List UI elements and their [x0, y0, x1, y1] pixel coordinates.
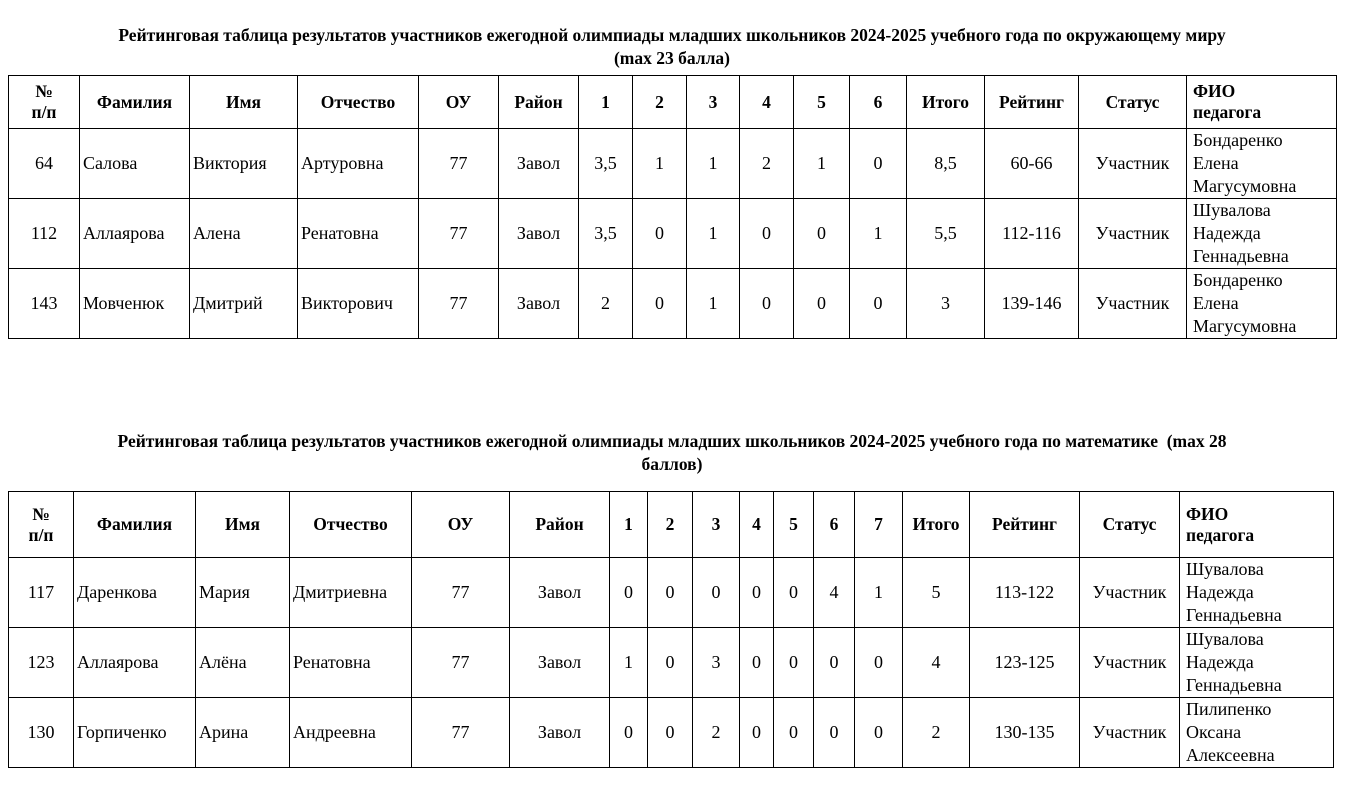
cell-score: 3 [693, 628, 740, 698]
header-rating: Рейтинг [970, 492, 1080, 558]
cell-score: 0 [814, 628, 855, 698]
cell-score: 0 [740, 558, 774, 628]
table-row [9, 199, 1337, 269]
table1-title-line2: (max 23 балла) [613, 48, 731, 68]
cell-score: 0 [794, 269, 850, 339]
header-status: Статус [1079, 76, 1187, 129]
cell-district: Завол [499, 129, 579, 199]
header-num: № п/п [9, 492, 74, 558]
cell-score: 1 [687, 269, 740, 339]
cell-name: Алёна [196, 628, 290, 698]
cell-name: Алена [190, 199, 298, 269]
cell-score: 0 [850, 129, 907, 199]
cell-total: 5,5 [907, 199, 985, 269]
table1-title-line1: Рейтинговая таблица результатов участников ежегодной олимпиады младших школьников 2024-2025 учебного года по окружающему миру [118, 25, 1226, 45]
cell-score: 1 [633, 129, 687, 199]
cell-score: 0 [648, 558, 693, 628]
header-task-1: 1 [610, 492, 648, 558]
cell-num: 123 [9, 628, 74, 698]
cell-status: Участник [1079, 129, 1187, 199]
cell-score: 2 [740, 129, 794, 199]
rating-table-math [8, 491, 1334, 768]
header-surname: Фамилия [80, 76, 190, 129]
cell-num: 64 [9, 129, 80, 199]
cell-score: 0 [648, 698, 693, 768]
header-school: ОУ [412, 492, 510, 558]
cell-surname: Салова [80, 129, 190, 199]
rating-table-environment [8, 75, 1337, 339]
cell-surname: Аллаярова [80, 199, 190, 269]
cell-rating: 113-122 [970, 558, 1080, 628]
cell-score: 0 [648, 628, 693, 698]
header-task-5: 5 [774, 492, 814, 558]
cell-rating: 139-146 [985, 269, 1079, 339]
header-num: № п/п [9, 76, 80, 129]
table-row [9, 698, 1334, 768]
cell-rating: 130-135 [970, 698, 1080, 768]
table2-title [8, 430, 1336, 476]
cell-total: 3 [907, 269, 985, 339]
cell-patronymic: Дмитриевна [290, 558, 412, 628]
cell-num: 112 [9, 199, 80, 269]
table1-title [8, 24, 1336, 70]
cell-score: 4 [814, 558, 855, 628]
header-task-4: 4 [740, 76, 794, 129]
cell-rating: 112-116 [985, 199, 1079, 269]
cell-score: 0 [794, 199, 850, 269]
header-total: Итого [903, 492, 970, 558]
cell-status: Участник [1080, 558, 1180, 628]
cell-status: Участник [1080, 698, 1180, 768]
cell-score: 0 [740, 199, 794, 269]
cell-score: 0 [814, 698, 855, 768]
cell-score: 2 [693, 698, 740, 768]
cell-score: 0 [774, 558, 814, 628]
cell-score: 0 [633, 269, 687, 339]
table-row [9, 628, 1334, 698]
cell-school: 77 [419, 129, 499, 199]
header-name: Имя [196, 492, 290, 558]
cell-school: 77 [412, 628, 510, 698]
cell-patronymic: Ренатовна [298, 199, 419, 269]
cell-status: Участник [1080, 628, 1180, 698]
table1-header-row [9, 76, 1337, 129]
cell-teacher: Шувалова Надежда Геннадьевна [1187, 199, 1337, 269]
cell-district: Завол [510, 698, 610, 768]
cell-name: Мария [196, 558, 290, 628]
cell-num: 117 [9, 558, 74, 628]
cell-teacher: Шувалова Надежда Геннадьевна [1180, 628, 1334, 698]
cell-patronymic: Викторович [298, 269, 419, 339]
cell-num: 143 [9, 269, 80, 339]
cell-score: 1 [687, 129, 740, 199]
header-task-6: 6 [850, 76, 907, 129]
cell-score: 3,5 [579, 199, 633, 269]
cell-score: 0 [774, 628, 814, 698]
cell-num: 130 [9, 698, 74, 768]
header-task-6: 6 [814, 492, 855, 558]
cell-district: Завол [510, 558, 610, 628]
header-district: Район [499, 76, 579, 129]
cell-status: Участник [1079, 269, 1187, 339]
cell-score: 0 [774, 698, 814, 768]
cell-score: 1 [687, 199, 740, 269]
cell-score: 0 [610, 558, 648, 628]
cell-name: Арина [196, 698, 290, 768]
table-row [9, 129, 1337, 199]
header-task-4: 4 [740, 492, 774, 558]
cell-score: 0 [850, 269, 907, 339]
table-row [9, 269, 1337, 339]
cell-teacher: Шувалова Надежда Геннадьевна [1180, 558, 1334, 628]
cell-score: 2 [579, 269, 633, 339]
cell-district: Завол [510, 628, 610, 698]
cell-district: Завол [499, 269, 579, 339]
cell-score: 1 [850, 199, 907, 269]
header-task-2: 2 [648, 492, 693, 558]
header-surname: Фамилия [74, 492, 196, 558]
cell-school: 77 [412, 558, 510, 628]
cell-score: 3,5 [579, 129, 633, 199]
header-teacher: ФИО педагога [1180, 492, 1334, 558]
cell-school: 77 [419, 269, 499, 339]
cell-teacher: Пилипенко Оксана Алексеевна [1180, 698, 1334, 768]
header-patronymic: Отчество [298, 76, 419, 129]
header-status: Статус [1080, 492, 1180, 558]
cell-school: 77 [419, 199, 499, 269]
cell-total: 2 [903, 698, 970, 768]
header-task-3: 3 [693, 492, 740, 558]
header-teacher: ФИО педагога [1187, 76, 1337, 129]
header-name: Имя [190, 76, 298, 129]
header-total: Итого [907, 76, 985, 129]
cell-status: Участник [1079, 199, 1187, 269]
cell-name: Дмитрий [190, 269, 298, 339]
cell-score: 1 [855, 558, 903, 628]
table-row [9, 558, 1334, 628]
cell-surname: Даренкова [74, 558, 196, 628]
cell-school: 77 [412, 698, 510, 768]
cell-score: 0 [693, 558, 740, 628]
header-task-7: 7 [855, 492, 903, 558]
cell-score: 1 [794, 129, 850, 199]
cell-teacher: Бондаренко Елена Магусумовна [1187, 269, 1337, 339]
header-task-1: 1 [579, 76, 633, 129]
cell-surname: Мовченюк [80, 269, 190, 339]
cell-surname: Аллаярова [74, 628, 196, 698]
header-rating: Рейтинг [985, 76, 1079, 129]
header-school: ОУ [419, 76, 499, 129]
cell-rating: 60-66 [985, 129, 1079, 199]
header-task-5: 5 [794, 76, 850, 129]
cell-score: 1 [610, 628, 648, 698]
cell-total: 4 [903, 628, 970, 698]
cell-score: 0 [855, 628, 903, 698]
table2-header-row [9, 492, 1334, 558]
cell-score: 0 [633, 199, 687, 269]
cell-total: 8,5 [907, 129, 985, 199]
cell-name: Виктория [190, 129, 298, 199]
table2-title-line2: баллов) [641, 454, 703, 474]
cell-score: 0 [855, 698, 903, 768]
cell-patronymic: Андреевна [290, 698, 412, 768]
header-task-2: 2 [633, 76, 687, 129]
header-district: Район [510, 492, 610, 558]
cell-teacher: Бондаренко Елена Магусумовна [1187, 129, 1337, 199]
cell-surname: Горпиченко [74, 698, 196, 768]
cell-score: 0 [740, 628, 774, 698]
cell-score: 0 [740, 698, 774, 768]
cell-total: 5 [903, 558, 970, 628]
table2-title-line1: Рейтинговая таблица результатов участников ежегодной олимпиады младших школьников 2024-2025 учебного года по математике (max 28 [117, 431, 1227, 451]
cell-patronymic: Ренатовна [290, 628, 412, 698]
cell-patronymic: Артуровна [298, 129, 419, 199]
cell-rating: 123-125 [970, 628, 1080, 698]
cell-score: 0 [740, 269, 794, 339]
cell-district: Завол [499, 199, 579, 269]
cell-score: 0 [610, 698, 648, 768]
header-patronymic: Отчество [290, 492, 412, 558]
header-task-3: 3 [687, 76, 740, 129]
